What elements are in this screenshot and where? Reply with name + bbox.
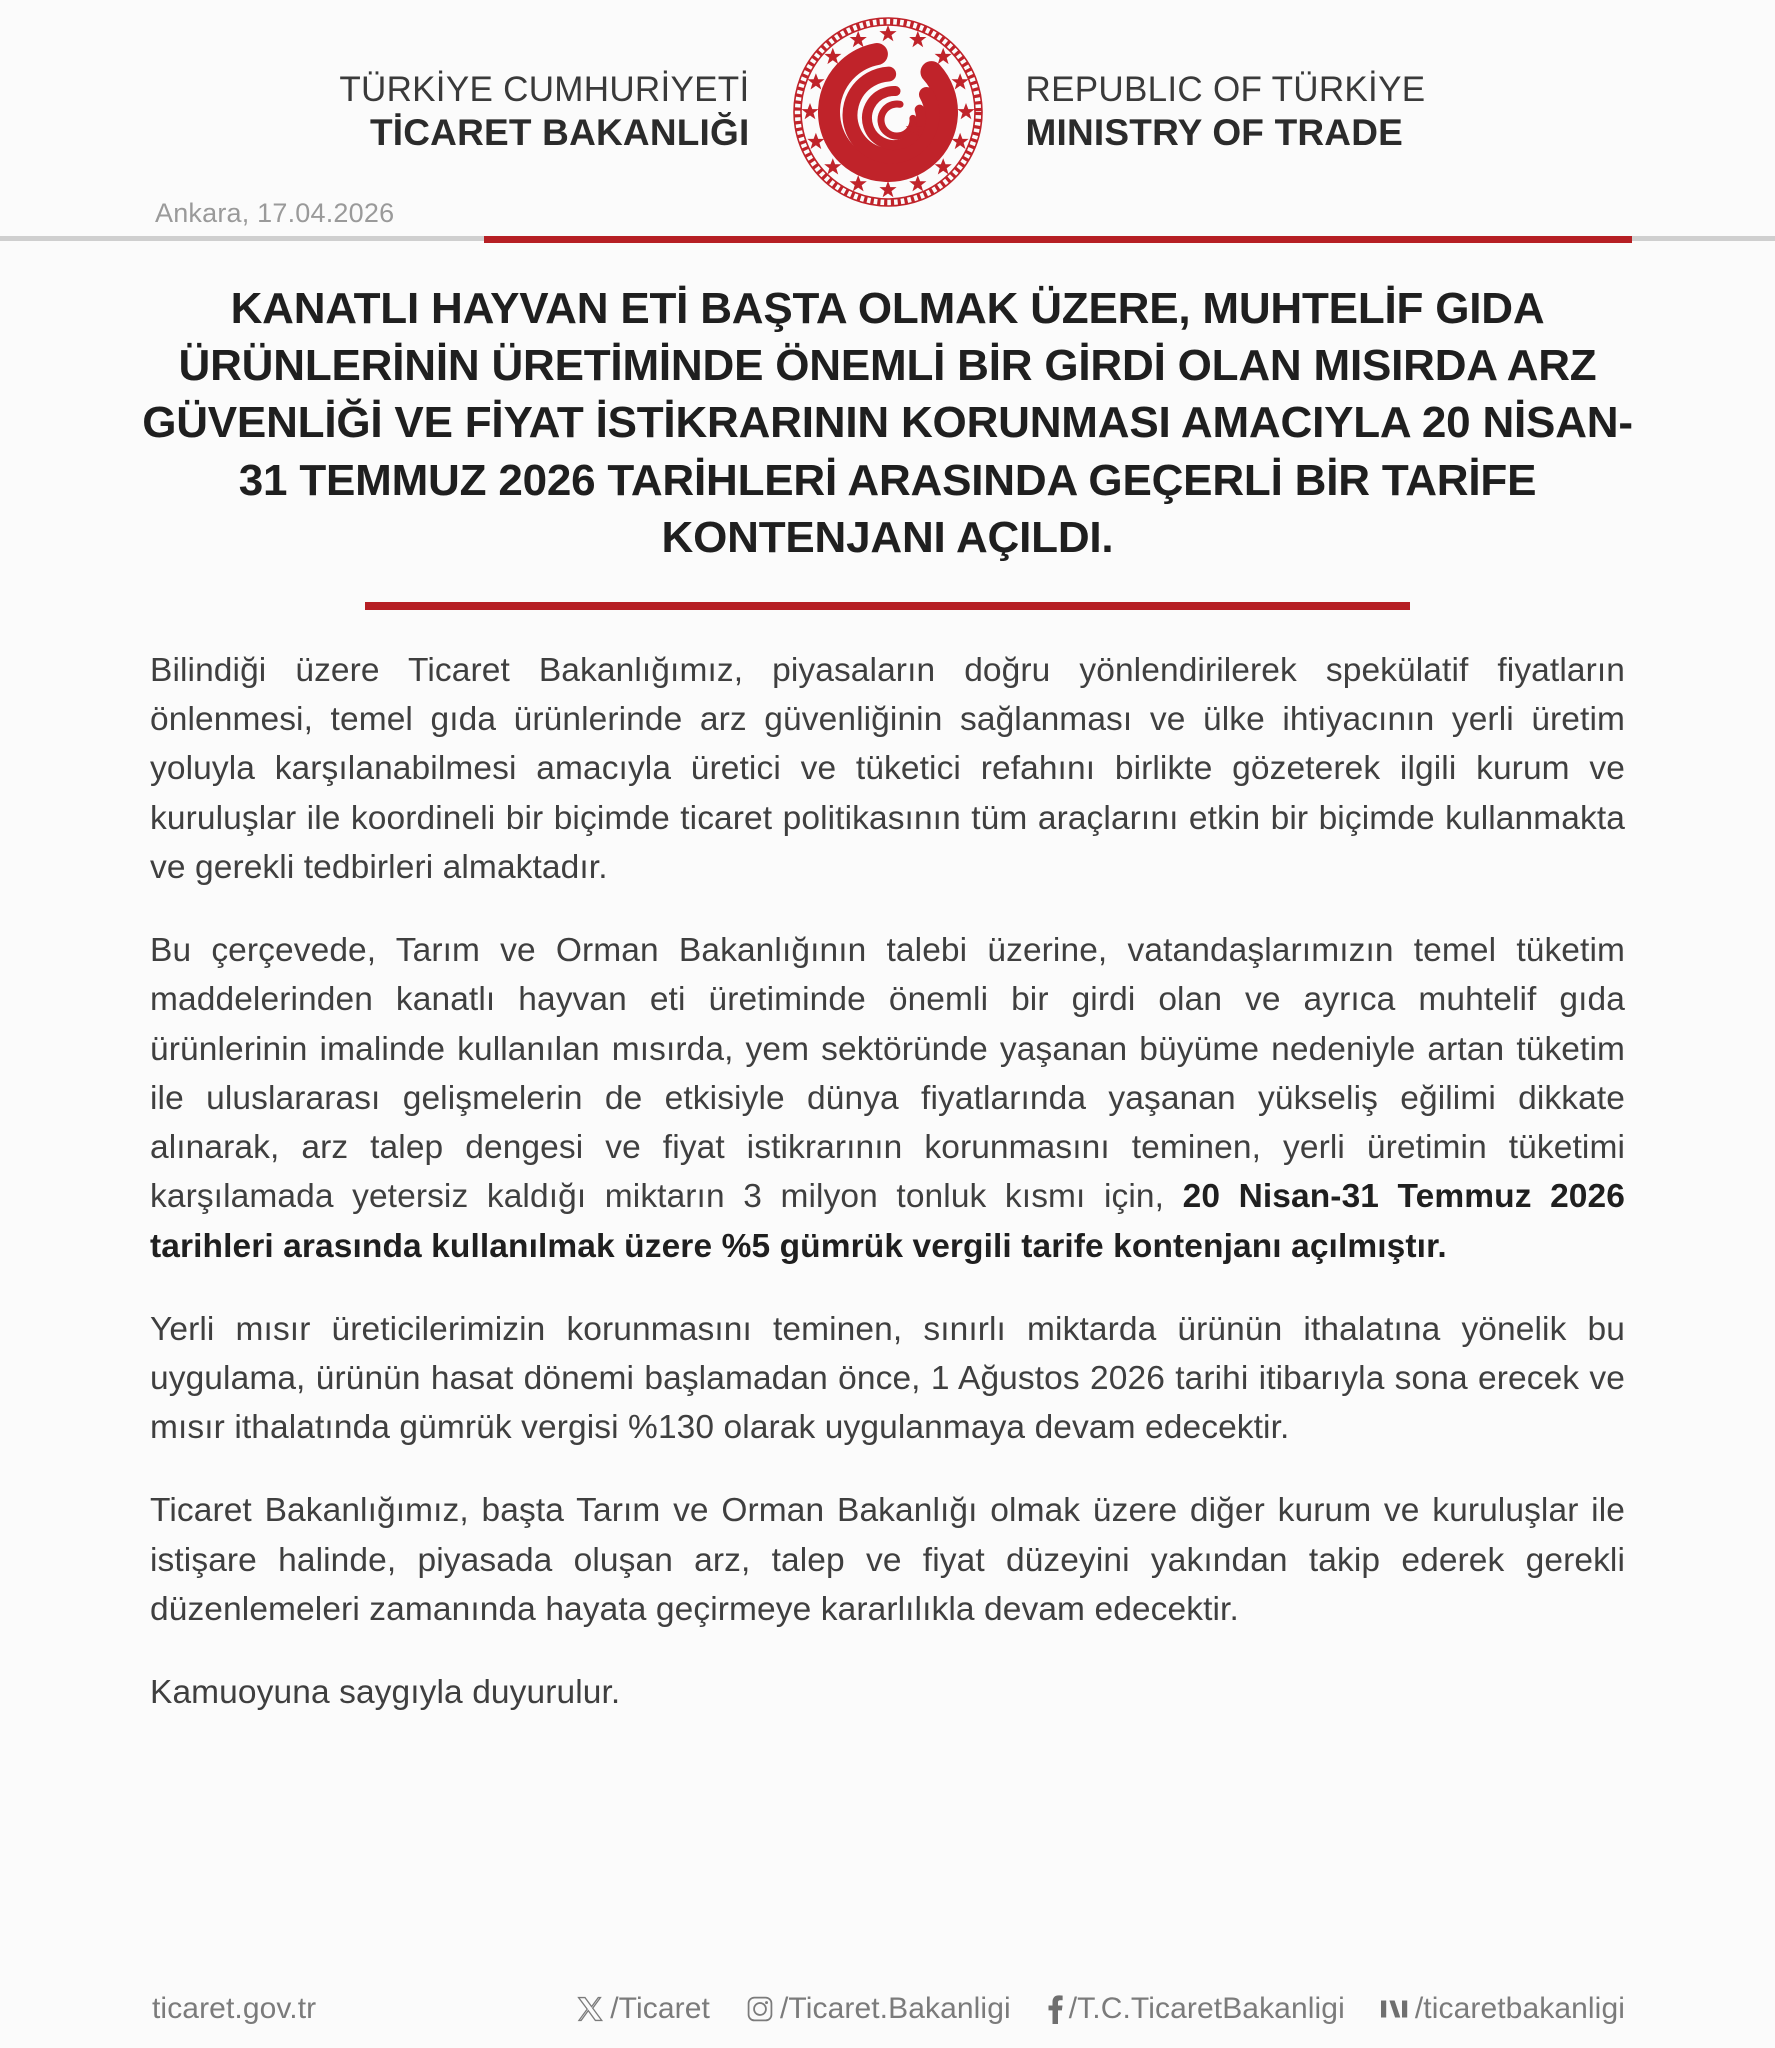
x-twitter-icon (574, 1993, 606, 2025)
ministry-emblem-icon (788, 12, 988, 212)
document-header (0, 0, 1775, 190)
date-row (0, 198, 1775, 250)
social-label-linkedin: /ticaretbakanligi (1414, 1992, 1625, 2025)
republic-name-en: REPUBLIC OF TÜRKİYE (1025, 70, 1426, 110)
social-links (574, 1992, 1625, 2026)
social-link-x[interactable] (574, 1992, 710, 2026)
title-divider-red (365, 602, 1410, 610)
social-link-linkedin[interactable] (1379, 1992, 1625, 2026)
website-link[interactable]: ticaret.gov.tr (152, 1992, 317, 2025)
document-footer (0, 1992, 1775, 2026)
social-label-x: /Ticaret (610, 1992, 710, 2025)
paragraph-2-lead: Bu çerçevede, Tarım ve Orman Bakanlığının talebi üzerine, vatandaşlarımızın temel tüketim maddelerinden kanatlı hayvan eti üretiminde önemli bir girdi olan ve ayrıca muhtelif gıda ürünlerinin imalinde kullanılan mısırda, yem sektöründe yaşanan büyüme nedeniyle artan tüketim ile uluslararası gelişmelerin de etkisiyle dünya fiyatlarında yaşanan yükseliş eğilimi dikkate alınarak, arz talep dengesi ve fiyat istikrarının korunmasını teminen, yerli üretimin tüketimi karşılamada yetersiz kaldığı miktarın 3 milyon tonluk kısmı için, (150, 932, 1625, 1216)
republic-name-tr: TÜRKİYE CUMHURİYETİ (339, 70, 750, 110)
paragraph-4: Ticaret Bakanlığımız, başta Tarım ve Orman Bakanlığı olmak üzere diğer kurum ve kuruluşlar ile istişare halinde, piyasada oluşan arz, talep ve fiyat düzeyini yakından takip ederek gerekli düzenlemeleri zamanında hayata geçirmeye kararlılıkla devam edecektir. (150, 1492, 1625, 1628)
social-link-facebook[interactable] (1045, 1992, 1345, 2026)
social-label-facebook: /T.C.TicaretBakanligi (1068, 1992, 1345, 2025)
paragraph-2 (150, 926, 1625, 1271)
page-title: KANATLI HAYVAN ETİ BAŞTA OLMAK ÜZERE, MUHTELİF GIDA ÜRÜNLERİNİN ÜRETİMİNDE ÖNEMLİ BİR GİRDİ OLAN MISIRDA ARZ GÜVENLİĞİ VE FİYAT İSTİKRARININ KORUNMASI AMACIYLA 20 NİSAN-31 TEMMUZ 2026 TARİHLERİ ARASINDA GEÇERLİ BİR TARİFE KONTENJANI AÇILDI. (142, 284, 1633, 562)
ministry-title-en: MINISTRY OF TRADE (1025, 112, 1404, 154)
paragraph-closing: Kamuoyuna saygıyla duyurulur. (150, 1674, 621, 1712)
dateline: Ankara, 17.04.2026 (155, 198, 395, 228)
social-link-instagram[interactable] (744, 1992, 1011, 2026)
facebook-icon (1045, 1993, 1065, 2025)
paragraph-1: Bilindiği üzere Ticaret Bakanlığımız, piyasaların doğru yönlendirilerek spekülatif fiyatların önlenmesi, temel gıda ürünlerinde arz güvenliğinin sağlanması ve ülke ihtiyacının yerli üretim yoluyla karşılanabilmesi amacıyla üretici ve tüketici refahını birlikte gözeterek ilgili kurum ve kuruluşlar ile koordineli bir biçimde ticaret politikasının tüm araçlarını etkin bir biçimde kullanmakta ve gerekli tedbirleri almaktadır. (150, 651, 1625, 886)
document-body (150, 646, 1625, 1717)
ministry-title-tr: TİCARET BAKANLIĞI (369, 112, 750, 154)
social-label-instagram: /Ticaret.Bakanligi (779, 1992, 1011, 2025)
header-divider-red (484, 236, 1632, 243)
ministry-name-turkish (190, 70, 788, 154)
paragraph-2-highlight: 20 Nisan-31 Temmuz 2026 tarihleri arasında kullanılmak üzere %5 gümrük vergili tarife kontenjanı açılmıştır. (150, 1178, 1625, 1265)
instagram-icon (744, 1993, 776, 2025)
paragraph-3: Yerli mısır üreticilerimizin korunmasını teminen, sınırlı miktarda ürünün ithalatına yönelik bu uygulama, ürünün hasat dönemi başlamadan önce, 1 Ağustos 2026 tarihi itibarıyla sona erecek ve mısır ithalatında gümrük vergisi %130 olarak uygulanmaya devam edecektir. (150, 1310, 1625, 1447)
linkedin-icon (1379, 1993, 1411, 2025)
ministry-name-english (988, 70, 1586, 154)
